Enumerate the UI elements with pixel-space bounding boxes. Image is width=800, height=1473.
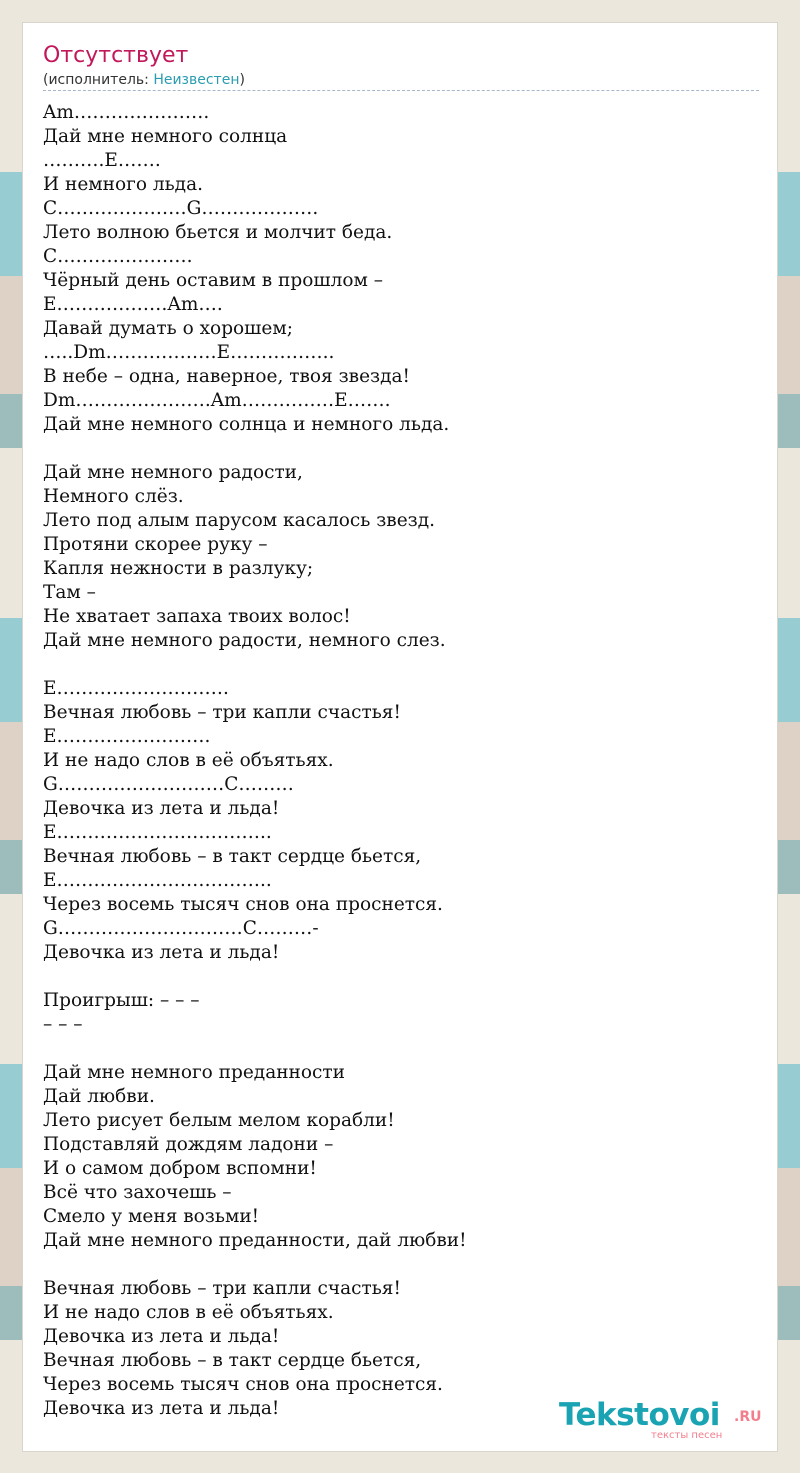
- lyrics-card: [22, 22, 778, 1452]
- lyric-line: Девочка из лета и льда!: [43, 1398, 280, 1419]
- lyric-line: Проигрыш: – – –: [43, 990, 200, 1011]
- lyric-line: Давай думать о хорошем;: [43, 318, 293, 339]
- lyric-line: [43, 965, 759, 989]
- lyric-line: G…………………………C………-: [43, 918, 319, 939]
- lyric-line: E………………Am….: [43, 294, 223, 315]
- lyric-line: Лето рисует белым мелом корабли!: [43, 1110, 395, 1131]
- lyric-line: Дай мне немного радости,: [43, 462, 303, 483]
- lyric-line: Вечная любовь – в такт сердце бьется,: [43, 846, 422, 867]
- lyric-line: Чёрный день оставим в прошлом –: [43, 270, 383, 291]
- lyric-line: [43, 1037, 759, 1061]
- lyric-line: Вечная любовь – три капли счастья!: [43, 702, 401, 723]
- lyric-line: Дай мне немного солнца: [43, 126, 288, 147]
- lyric-line: [43, 437, 759, 461]
- lyric-line: И немного льда.: [43, 174, 203, 195]
- lyric-line: E……………………………..: [43, 870, 272, 891]
- lyric-line: Через восемь тысяч снов она проснется.: [43, 1374, 443, 1395]
- lyric-line: Капля нежности в разлуку;: [43, 558, 314, 579]
- lyric-line: Смело у меня возьми!: [43, 1206, 260, 1227]
- lyric-line: Девочка из лета и льда!: [43, 942, 280, 963]
- lyric-line: Всё что захочешь –: [43, 1182, 232, 1203]
- lyric-line: И не надо слов в её объятьях.: [43, 750, 334, 771]
- lyric-line: Через восемь тысяч снов она проснется.: [43, 894, 443, 915]
- song-title: Отсутствует: [43, 43, 189, 68]
- lyric-line: Лето под алым парусом касалось звезд.: [43, 510, 436, 531]
- lyric-line: C………………….: [43, 246, 193, 267]
- artist-line: [43, 72, 245, 88]
- lyric-line: [43, 653, 759, 677]
- lyric-line: В небе – одна, наверное, твоя звезда!: [43, 366, 410, 387]
- logo-tagline: тексты песен: [651, 1430, 723, 1441]
- site-logo[interactable]: [559, 1397, 769, 1443]
- lyrics-text: [43, 101, 759, 1421]
- lyric-line: Подставляй дождям ладони –: [43, 1134, 334, 1155]
- lyric-line: C…………………G……………….: [43, 198, 319, 219]
- lyric-line: G………………………C………: [43, 774, 294, 795]
- lyric-line: ……….E…….: [43, 150, 161, 171]
- logo-tld: .RU: [734, 1409, 762, 1425]
- lyric-line: Вечная любовь – в такт сердце бьется,: [43, 1350, 422, 1371]
- lyric-line: – – –: [43, 1014, 83, 1035]
- title-divider: [43, 90, 759, 91]
- lyric-line: И о самом добром вспомни!: [43, 1158, 317, 1179]
- artist-prefix: (исполнитель:: [43, 72, 154, 88]
- lyric-line: Дай любви.: [43, 1086, 155, 1107]
- lyric-line: И не надо слов в её объятьях.: [43, 1302, 334, 1323]
- logo-wordmark: Tekstovoi: [559, 1397, 720, 1433]
- lyric-line: Немного слёз.: [43, 486, 184, 507]
- lyric-line: Протяни скорее руку –: [43, 534, 268, 555]
- lyric-line: Дай мне немного радости, немного слез.: [43, 630, 446, 651]
- lyric-line: Дай мне немного преданности, дай любви!: [43, 1230, 467, 1251]
- lyric-line: Лето волною бьется и молчит беда.: [43, 222, 393, 243]
- lyric-line: Dm………………….Am……………E…….: [43, 390, 391, 411]
- lyric-line: Am………………….: [43, 102, 210, 123]
- lyric-line: Дай мне немного преданности: [43, 1062, 345, 1083]
- lyric-line: Девочка из лета и льда!: [43, 1326, 280, 1347]
- lyric-line: E…………………….: [43, 726, 211, 747]
- lyric-line: [43, 1253, 759, 1277]
- artist-link[interactable]: Неизвестен: [153, 72, 240, 88]
- lyric-line: Дай мне немного солнца и немного льда.: [43, 414, 450, 435]
- lyric-line: E……………………………..: [43, 822, 272, 843]
- lyric-line: Там –: [43, 582, 96, 603]
- lyric-line: Девочка из лета и льда!: [43, 798, 280, 819]
- artist-suffix: ): [239, 72, 245, 88]
- lyric-line: Вечная любовь – три капли счастья!: [43, 1278, 401, 1299]
- lyric-line: E……………………….: [43, 678, 229, 699]
- lyric-line: …..Dm………………E……………..: [43, 342, 335, 363]
- lyric-line: Не хватает запаха твоих волос!: [43, 606, 351, 627]
